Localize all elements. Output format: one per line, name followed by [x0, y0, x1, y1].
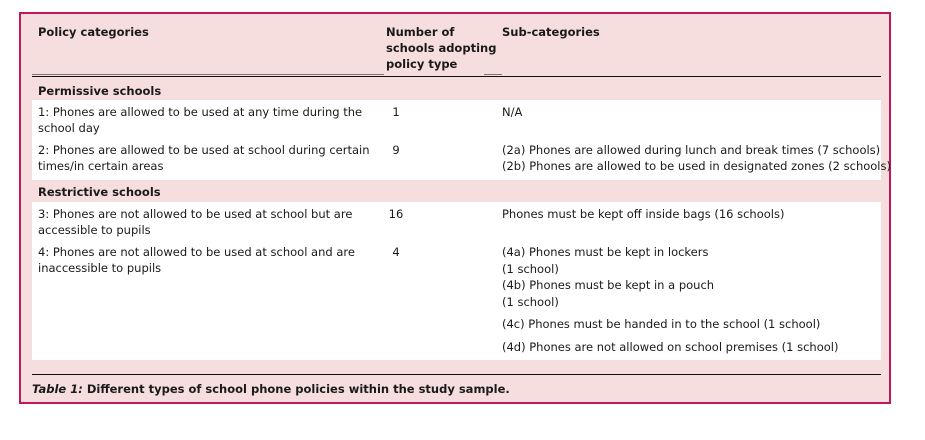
- policy-4-sub-2: (1 school): [502, 262, 559, 276]
- group-body-restrictive: [32, 202, 881, 360]
- policy-4-sub-6: (4d) Phones are not allowed on school premises (1 school): [502, 340, 839, 354]
- table-caption: [32, 382, 510, 396]
- group-title-permissive: Permissive schools: [38, 84, 162, 98]
- group-title-restrictive: Restrictive schools: [38, 185, 161, 199]
- policy-4-sub-1: (4a) Phones must be kept in lockers: [502, 245, 709, 259]
- policy-1-line1: 1: Phones are allowed to be used at any time during the: [38, 105, 363, 119]
- policy-4-line1: 4: Phones are not allowed to be used at school and are: [38, 245, 355, 259]
- policy-3-count: 16: [388, 207, 404, 221]
- header-rule-short-2: [484, 74, 502, 75]
- policy-1-sub-1: N/A: [502, 105, 523, 119]
- policy-4-count: 4: [392, 245, 400, 259]
- caption-rule: [32, 374, 881, 375]
- policy-3-line2: accessible to pupils: [38, 223, 151, 237]
- policy-2-sub-1: (2a) Phones are allowed during lunch and break times (7 schools): [502, 143, 881, 157]
- policy-4-line2: inaccessible to pupils: [38, 261, 162, 275]
- header-sub-categories: Sub-categories: [502, 25, 600, 39]
- policy-2-line1: 2: Phones are allowed to be used at school during certain: [38, 143, 370, 157]
- header-number-line2: schools adopting: [386, 41, 497, 55]
- header-number-line3: policy type: [386, 57, 458, 71]
- policy-2-sub-2: (2b) Phones are allowed to be used in designated zones (2 schools): [502, 159, 891, 173]
- caption-label: Table 1:: [32, 382, 83, 396]
- policy-4-sub-3: (4b) Phones must be kept in a pouch: [502, 278, 715, 292]
- header-rule: [32, 76, 881, 77]
- header-rule-short-1: [32, 74, 384, 75]
- policy-4-sub-5: (4c) Phones must be handed in to the school (1 school): [502, 317, 821, 331]
- header-number-line1: Number of: [386, 25, 455, 39]
- policy-2-line2: times/in certain areas: [38, 159, 164, 173]
- caption-text: Different types of school phone policies within the study sample.: [82, 382, 510, 396]
- policy-3-line1: 3: Phones are not allowed to be used at school but are: [38, 207, 353, 221]
- policy-1-count: 1: [392, 105, 400, 119]
- policy-1-line2: school day: [38, 121, 100, 135]
- policy-4-sub-4: (1 school): [502, 295, 559, 309]
- policy-2-count: 9: [392, 143, 400, 157]
- policy-3-sub-1: Phones must be kept off inside bags (16 schools): [502, 207, 785, 221]
- header-policy-categories: Policy categories: [38, 25, 149, 39]
